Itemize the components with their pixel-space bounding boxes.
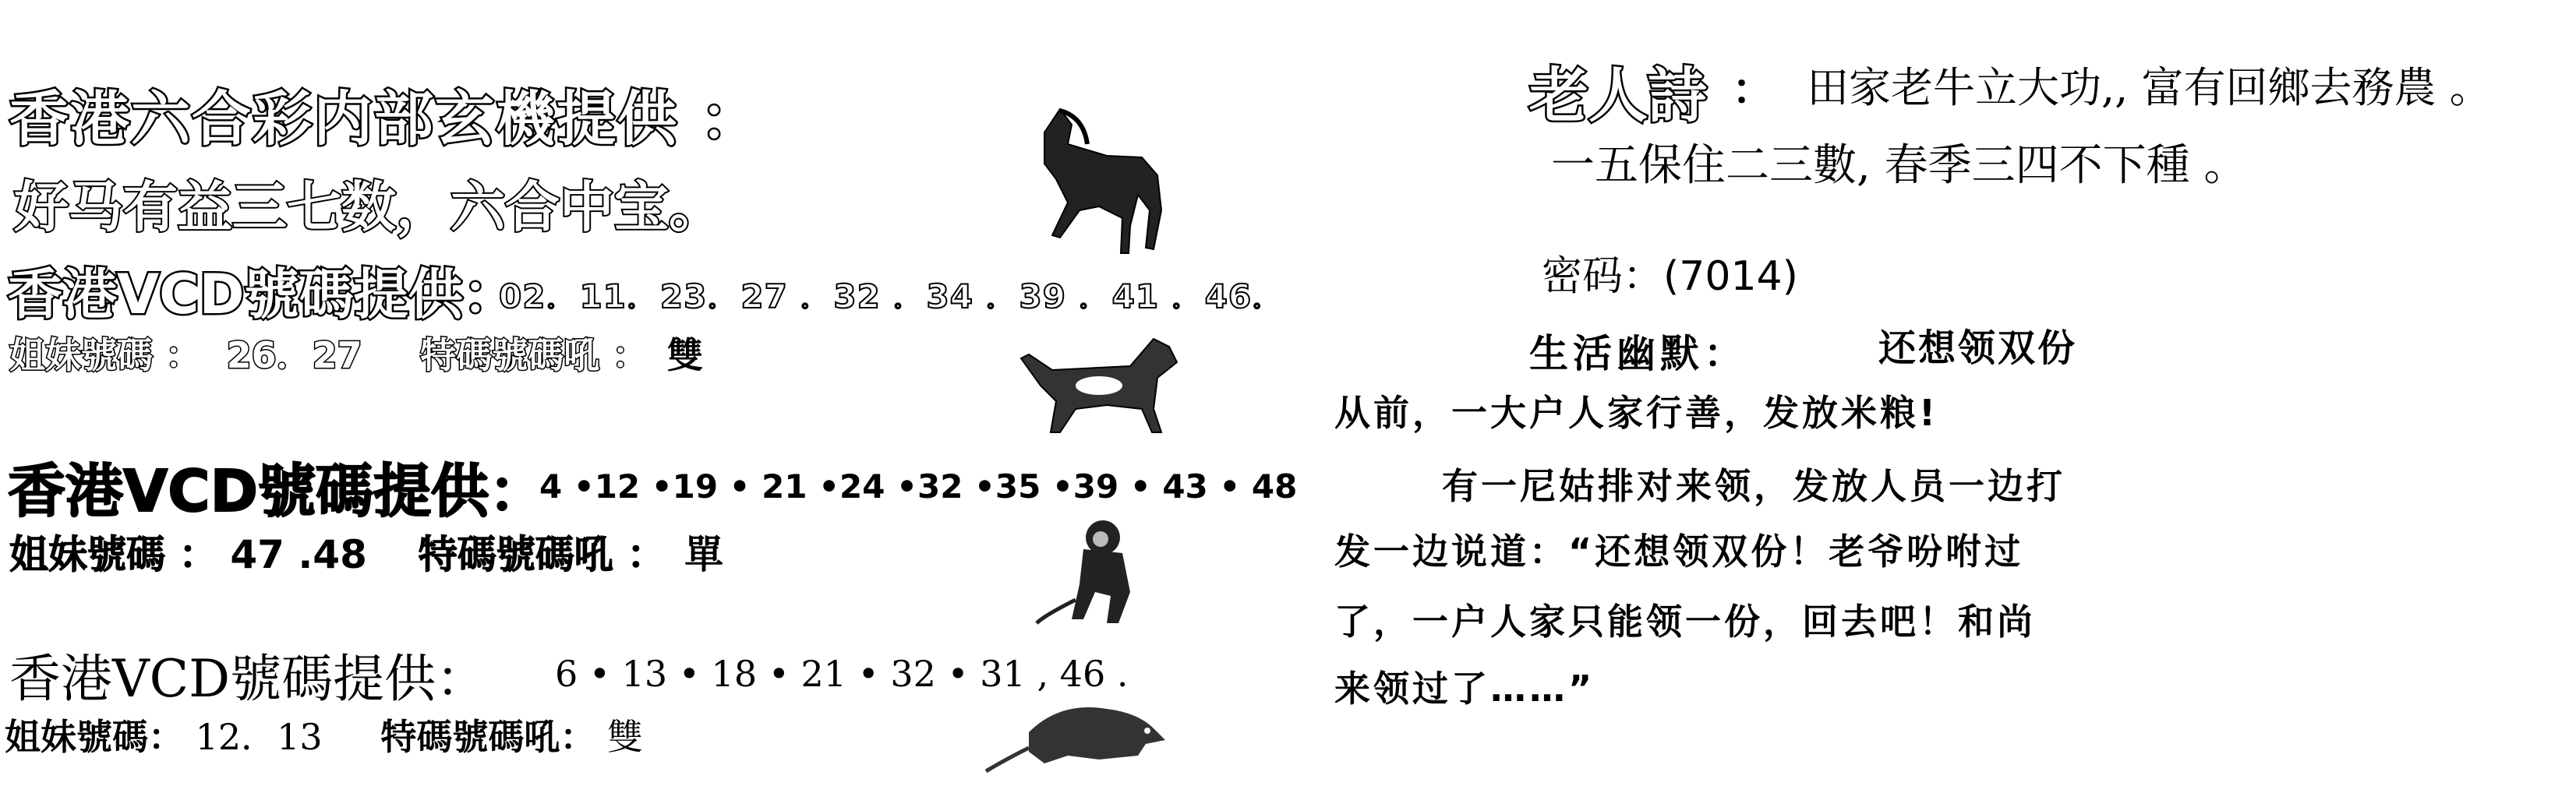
dog-image — [1013, 323, 1185, 440]
special-label: 特碼號碼吼 ： — [418, 532, 666, 577]
humor-line-3: 发一边说道：“还想领双份！老爷吩咐过 — [1334, 530, 2024, 573]
humor-line-1: 从前，一大户人家行善，发放米粮! — [1334, 392, 1938, 434]
monkey-image — [1029, 514, 1154, 631]
block4-numbers: 6 • 13 • 18 • 21 • 32 • 31 , 46 . — [555, 653, 1129, 695]
special-label: 特碼號碼吼： — [380, 716, 596, 758]
block4-title: 香港VCD號碼提供： — [9, 649, 488, 709]
block2-title: 香港VCD號碼提供： — [8, 263, 518, 326]
sister-value: 12．13 — [195, 716, 323, 758]
hint-line: 好马有益三七数，六合中宝。 — [14, 175, 723, 239]
poem-label: 老人詩 — [1529, 61, 1707, 130]
humor-label: 生活幽默： — [1529, 331, 1747, 376]
special-value: 雙 — [606, 716, 643, 758]
block2-sister-row — [9, 327, 703, 379]
humor-title: 还想领双份 — [1878, 326, 2078, 370]
password-label: 密码： — [1542, 253, 1664, 300]
poem-colon: ： — [1732, 65, 1774, 114]
sister-value: 47 .48 — [230, 532, 367, 577]
humor-line-4: 了，一户人家只能领一份，回去吧！和尚 — [1334, 601, 2036, 643]
sister-value: 26．27 — [226, 334, 362, 376]
special-label: 特碼號碼吼 ： — [420, 334, 648, 376]
block2-numbers: 02．11．23．27 ．32 ．34 ．39 ．41 ．46． — [499, 277, 1286, 315]
password-value: (7014) — [1663, 253, 1798, 300]
block3-title: 香港VCD號碼提供： — [8, 458, 547, 525]
block3-numbers: 4 •12 •19 • 21 •24 •32 •35 •39 • 43 • 48 — [539, 467, 1298, 506]
header-title: 香港六合彩内部玄機提供 ： — [9, 84, 761, 153]
rat-image — [982, 686, 1169, 779]
humor-line-2: 有一尼姑排对来领，发放人员一边打 — [1442, 465, 2065, 507]
poem-line2: 一五保住二三數, 春季三四不下種 。 — [1551, 140, 2248, 191]
sister-label: 姐妹號碼： — [5, 716, 184, 758]
block3-sister-row — [9, 523, 723, 580]
poem-line1: 田家老牛立大功,, 富有回鄉去務農 。 — [1807, 63, 2492, 112]
password-row — [1542, 243, 1798, 301]
special-value: 單 — [684, 532, 724, 577]
sister-label: 姐妹號碼 ： — [9, 334, 202, 376]
horse-image — [1013, 101, 1169, 257]
humor-line-5: 来领过了……” — [1334, 668, 1595, 710]
sister-label: 姐妹號碼 ： — [9, 532, 218, 577]
special-value: 雙 — [666, 334, 703, 376]
block4-sister-row — [5, 709, 643, 760]
